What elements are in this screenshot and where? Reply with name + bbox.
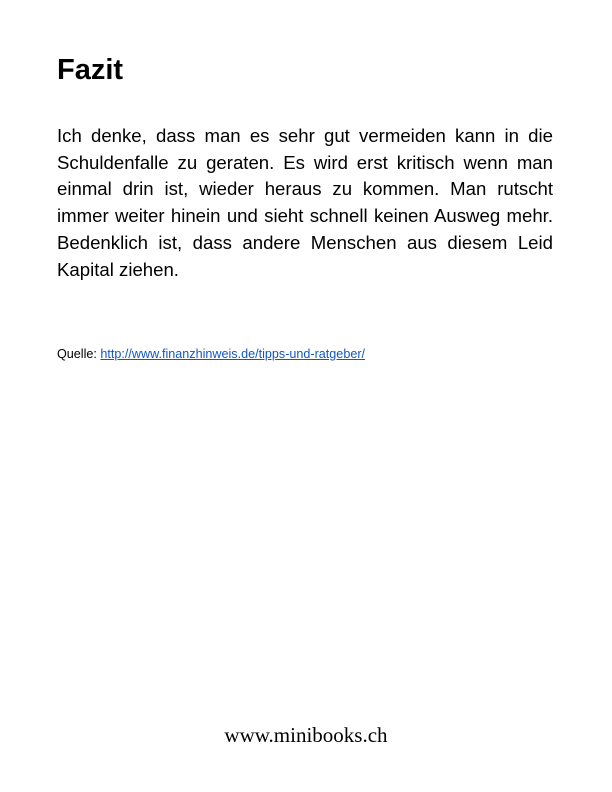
source-link[interactable]: http://www.finanzhinweis.de/tipps-und-ratgeber/ (100, 347, 366, 361)
source-label: Quelle: (57, 347, 101, 361)
page-title: Fazit (57, 54, 124, 86)
body-paragraph: Ich denke, dass man es sehr gut vermeiden kann in die Schuldenfalle zu geraten. Es wird erst kritisch wenn man einmal drin ist, wieder heraus zu kommen. Man rutscht immer weiter hinein und sieht schnell keinen Ausweg mehr. Bedenklich ist, dass andere Menschen aus diesem Leid Kapital ziehen. (57, 125, 553, 280)
source-line (57, 345, 365, 363)
footer-website: www.minibooks.ch (224, 723, 388, 747)
